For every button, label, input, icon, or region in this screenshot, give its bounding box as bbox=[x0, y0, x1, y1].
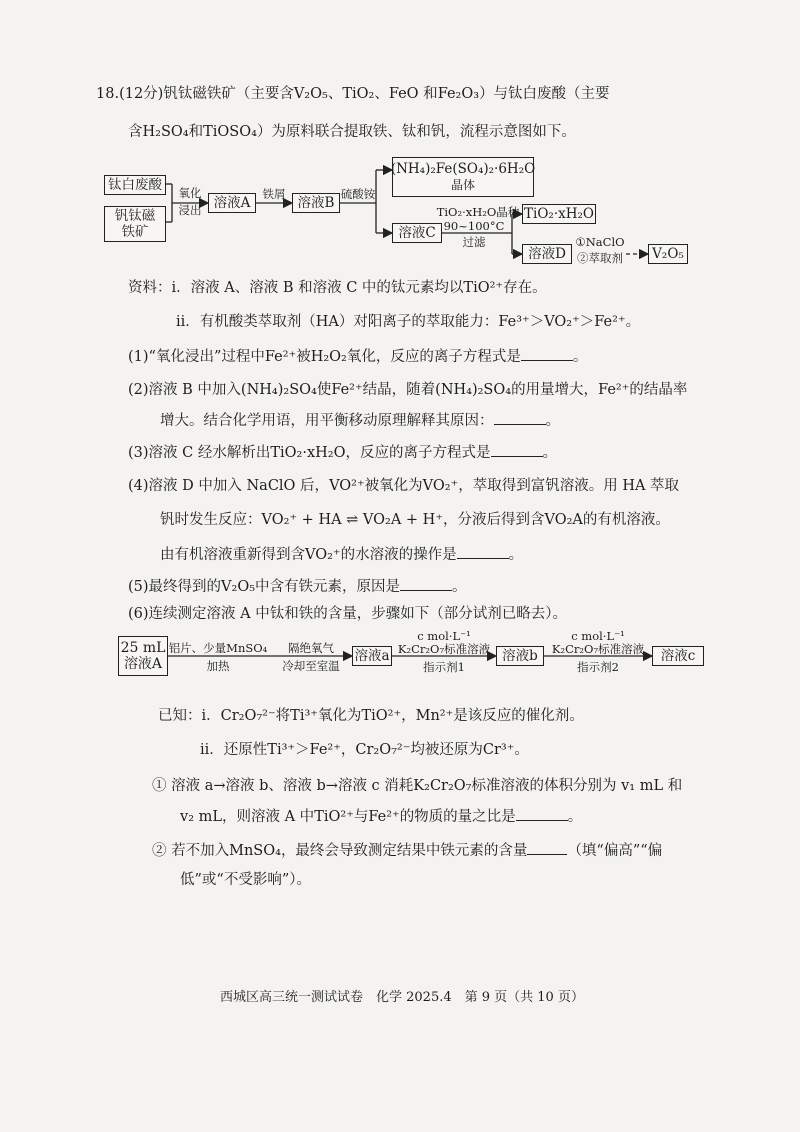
flow1-solution-b: 溶液B bbox=[292, 193, 340, 213]
formula-ion-order: Fe³⁺＞VO₂⁺＞Fe²⁺。 bbox=[498, 314, 641, 330]
formula-tio2plus: TiO²⁺ bbox=[463, 280, 504, 296]
q1-end: 。 bbox=[572, 349, 588, 365]
q3-text: (3)溶液 C 经水解析出 bbox=[128, 445, 271, 461]
formula-tio2plus: TiO²⁺ bbox=[314, 809, 354, 825]
q4-text: ，萃取得到富钒溶液。用 HA 萃取 bbox=[458, 478, 680, 494]
intro-text: 含 bbox=[128, 124, 143, 140]
flow1-tio2-product: TiO₂·xH₂O bbox=[522, 204, 596, 224]
q5-end: 。 bbox=[452, 579, 467, 595]
known-text: 氧化为 bbox=[317, 708, 362, 724]
question-intro-line1 bbox=[96, 84, 610, 104]
question-2-line2 bbox=[160, 410, 560, 431]
q1-text: 氧化，反应的离子方程式是 bbox=[346, 349, 521, 365]
s1-text: 与 bbox=[353, 809, 369, 825]
q2-text: 的用量增大， bbox=[511, 382, 599, 398]
formula-tioso4: TiOSO₄ bbox=[203, 124, 257, 140]
q4-text: 被氧化为 bbox=[364, 478, 423, 494]
step-oxidize-1: 氧化 bbox=[178, 186, 202, 200]
info-i-text: i．溶液 A、溶液 B 和溶液 C 中的钛元素均以 bbox=[171, 280, 464, 296]
formula-k2cr2o7: K₂Cr₂O₇ bbox=[413, 778, 472, 794]
formula-cr2o7: Cr₂O₇²⁻ bbox=[355, 742, 411, 758]
q4-text: 的水溶液的操作是 bbox=[340, 547, 457, 563]
known-text: 是该反应的催化剂。 bbox=[453, 708, 584, 724]
label-ammonium-sulfate: 硫酸铵 bbox=[340, 187, 376, 201]
intro-sep: 、 bbox=[327, 86, 343, 102]
intro-text: 、FeO 和 bbox=[374, 86, 438, 102]
subquestion-2-line2: 低”或“不受影响”）。 bbox=[180, 872, 311, 888]
formula-fe2plus: Fe²⁺ bbox=[368, 809, 400, 825]
question-4-line3 bbox=[160, 544, 523, 565]
info-ii-text: ii．有机酸类萃取剂（HA）对阳离子的萃取能力： bbox=[176, 314, 499, 330]
page-footer: 西城区高三统一测试试卷 化学 2025.4 第 9 页（共 10 页） bbox=[220, 990, 584, 1005]
known-label: 已知： bbox=[158, 708, 202, 724]
label-temp: 90~100°C bbox=[443, 219, 505, 233]
formula-equilibrium: VO₂⁺ + HA ⇌ VO₂A + H⁺ bbox=[261, 512, 443, 528]
flow2-conc2: c mol·L⁻¹ bbox=[571, 629, 625, 643]
q3-text: ，反应的离子方程式是 bbox=[345, 445, 491, 461]
s1-text: 的物质的量之比是 bbox=[399, 809, 516, 825]
q1-text: 被 bbox=[296, 349, 311, 365]
formula-fe2o3: Fe₂O₃ bbox=[437, 86, 480, 102]
known-i-index: i． bbox=[201, 708, 221, 724]
formula-ti3plus: Ti³⁺ bbox=[290, 708, 318, 724]
question-intro-line2 bbox=[128, 122, 576, 142]
formula-vo2plus: VO²⁺ bbox=[329, 478, 365, 494]
q3-end: 。 bbox=[542, 445, 558, 461]
formula-cr2o7: Cr₂O₇²⁻ bbox=[220, 708, 276, 724]
flow2-step2-bottom: 冷却至室温 bbox=[282, 659, 340, 673]
question-5 bbox=[128, 576, 467, 597]
subquestion-1-line1 bbox=[152, 776, 682, 796]
formula-vo2a: VO₂A bbox=[544, 512, 583, 528]
flow2-indicator1: 指示剂1 bbox=[423, 660, 465, 674]
question-4-line2 bbox=[160, 510, 670, 530]
q4-text: (4)溶液 D 中加入 NaClO 后， bbox=[128, 478, 330, 494]
flow1-solution-a: 溶液A bbox=[208, 193, 256, 213]
info-label: 资料： bbox=[128, 280, 172, 296]
formula-v2o5: V₂O₅ bbox=[221, 579, 256, 595]
s1-text: 标准溶液的体积分别为 v₁ mL 和 bbox=[471, 778, 683, 794]
subquestion-1-line2 bbox=[180, 806, 582, 827]
formula-vo2-plus: VO₂⁺ bbox=[305, 547, 341, 563]
q2-text: 结晶，随着 bbox=[362, 382, 436, 398]
flow1-input-acid: 钛白废酸 bbox=[104, 175, 166, 195]
crystal-formula: (NH₄)₂Fe(SO₄)₂·6H₂O bbox=[390, 161, 536, 177]
formula-fe2plus: Fe²⁺ bbox=[331, 382, 363, 398]
s2-text: （填“偏高”“偏 bbox=[567, 843, 663, 859]
formula-h2so4: H₂SO₄ bbox=[142, 124, 189, 140]
flow2-solution-b: 溶液b bbox=[496, 646, 544, 666]
flow2-start bbox=[118, 636, 168, 676]
info-ii bbox=[176, 312, 640, 332]
formula-fe2plus: Fe²⁺ bbox=[264, 349, 297, 365]
flow1-crystal bbox=[392, 157, 534, 197]
answer-blank[interactable] bbox=[491, 442, 543, 457]
intro-text: ）与钛白废酸（主要 bbox=[479, 86, 610, 102]
label-naclo: ①NaClO bbox=[575, 235, 625, 249]
formula-reduction-order: Ti³⁺＞Fe²⁺ bbox=[267, 742, 341, 758]
known-text: ， bbox=[401, 708, 416, 724]
flow1-solution-c: 溶液C bbox=[392, 223, 442, 243]
intro-text: ）为原料联合提取铁、钛和钒，流程示意图如下。 bbox=[256, 124, 576, 140]
answer-blank[interactable] bbox=[457, 544, 509, 559]
q5-text: (5)最终得到的 bbox=[128, 579, 222, 595]
q2-text: (2)溶液 B 中加入 bbox=[128, 382, 241, 398]
info-i-suffix: 存在。 bbox=[503, 280, 547, 296]
q4-text: 由有机溶液重新得到含 bbox=[160, 547, 305, 563]
q4-end: 。 bbox=[508, 547, 524, 563]
info-i bbox=[128, 278, 547, 298]
flow2-step2-top: 隔绝氧气 bbox=[288, 641, 334, 655]
s1-text: v₂ mL，则溶液 A 中 bbox=[180, 809, 315, 825]
q1-text: (1)“氧化浸出”过程中 bbox=[128, 349, 265, 365]
flow2-step1-bottom: 加热 bbox=[206, 659, 230, 673]
known-text: 将 bbox=[275, 708, 291, 724]
q2-text: 使 bbox=[316, 382, 332, 398]
question-number: 18. bbox=[96, 86, 120, 102]
step-oxidize-2: 浸出 bbox=[178, 203, 202, 217]
subquestion-2-line1 bbox=[152, 840, 662, 861]
formula-fe2plus: Fe²⁺ bbox=[598, 382, 630, 398]
question-3 bbox=[128, 442, 557, 463]
ore-label-2: 铁矿 bbox=[121, 224, 149, 240]
flow2-titrant2: K₂Cr₂O₇标准溶液 bbox=[551, 642, 645, 656]
flow2-indicator2: 指示剂2 bbox=[577, 660, 619, 674]
question-1 bbox=[128, 346, 587, 367]
q4-text: 的有机溶液。 bbox=[582, 512, 670, 528]
flow2-step1-top: 铝片、少量MnSO₄ bbox=[168, 641, 268, 655]
label-seed: TiO₂·xH₂O晶种 bbox=[436, 205, 520, 219]
formula-mn2plus: Mn²⁺ bbox=[415, 708, 454, 724]
formula-tio2plus: TiO²⁺ bbox=[361, 708, 402, 724]
q4-text: 钒时发生反应： bbox=[160, 512, 262, 528]
s2-text: ，最终会导致测定结果中铁元素的含量 bbox=[280, 843, 528, 859]
step-oxidize bbox=[174, 187, 206, 217]
s1-text: ① 溶液 a→溶液 b、溶液 b→溶液 c 消耗 bbox=[152, 778, 414, 794]
crystal-label: 晶体 bbox=[450, 178, 475, 192]
flow1-v2o5-product: V₂O₅ bbox=[648, 244, 688, 264]
flow2-start-solution: 溶液A bbox=[123, 656, 163, 672]
formula-mnso4: MnSO₄ bbox=[229, 843, 281, 859]
s2-text: ② 若不加入 bbox=[152, 843, 230, 859]
formula-tio2xh2o: TiO₂·xH₂O bbox=[270, 445, 346, 461]
flow2-solution-c: 溶液c bbox=[652, 646, 704, 666]
formula-tio2: TiO₂ bbox=[342, 86, 375, 102]
formula-h2o2: H₂O₂ bbox=[310, 349, 347, 365]
formula-nh42so4: (NH₄)₂SO₄ bbox=[240, 382, 317, 398]
label-extractant: ②萃取剂 bbox=[577, 251, 623, 265]
known-ii bbox=[200, 740, 529, 760]
question-score: (12分) bbox=[119, 86, 164, 102]
answer-blank[interactable] bbox=[527, 840, 567, 855]
flow2-conc1: c mol·L⁻¹ bbox=[417, 629, 471, 643]
answer-blank[interactable] bbox=[516, 806, 568, 821]
answer-blank[interactable] bbox=[521, 346, 573, 361]
known-text: ii．还原性 bbox=[200, 742, 268, 758]
question-4-line1 bbox=[128, 476, 679, 496]
formula-vo2-plus: VO₂⁺ bbox=[422, 478, 459, 494]
formula-nh42so4: (NH₄)₂SO₄ bbox=[435, 382, 512, 398]
flow2-start-volume: 25 mL bbox=[120, 640, 166, 656]
answer-blank[interactable] bbox=[400, 576, 452, 591]
ore-label-1: 钒钛磁 bbox=[114, 208, 156, 224]
answer-blank[interactable] bbox=[494, 410, 546, 425]
formula-v2o5: V₂O₅ bbox=[293, 86, 328, 102]
formula-cr3plus: Cr³⁺。 bbox=[482, 742, 529, 758]
flow2-solution-a: 溶液a bbox=[352, 646, 392, 666]
flow1-input-ore bbox=[104, 206, 166, 242]
flow1-solution-d: 溶液D bbox=[522, 244, 572, 264]
question-6: (6)连续测定溶液 A 中钛和铁的含量，步骤如下（部分试剂已略去）。 bbox=[128, 606, 567, 622]
known-text: ， bbox=[340, 742, 356, 758]
q2-text: 增大。结合化学用语，用平衡移动原理解释其原因： bbox=[160, 413, 494, 429]
intro-text: 钒钛磁铁矿（主要含 bbox=[163, 86, 294, 102]
s1-end: 。 bbox=[567, 809, 583, 825]
known-text: 均被还原为 bbox=[410, 742, 483, 758]
label-filter: 过滤 bbox=[462, 235, 486, 249]
known-i bbox=[158, 706, 584, 726]
q5-text: 中含有铁元素，原因是 bbox=[255, 579, 401, 595]
q2-end: 。 bbox=[545, 413, 560, 429]
label-iron-scrap: 铁屑 bbox=[262, 187, 286, 201]
intro-text: 和 bbox=[188, 124, 204, 140]
q4-text: ，分液后得到含 bbox=[442, 512, 545, 528]
question-2-line1 bbox=[128, 380, 687, 400]
flow2-titrant1: K₂Cr₂O₇标准溶液 bbox=[397, 642, 491, 656]
q2-text: 的结晶率 bbox=[629, 382, 688, 398]
